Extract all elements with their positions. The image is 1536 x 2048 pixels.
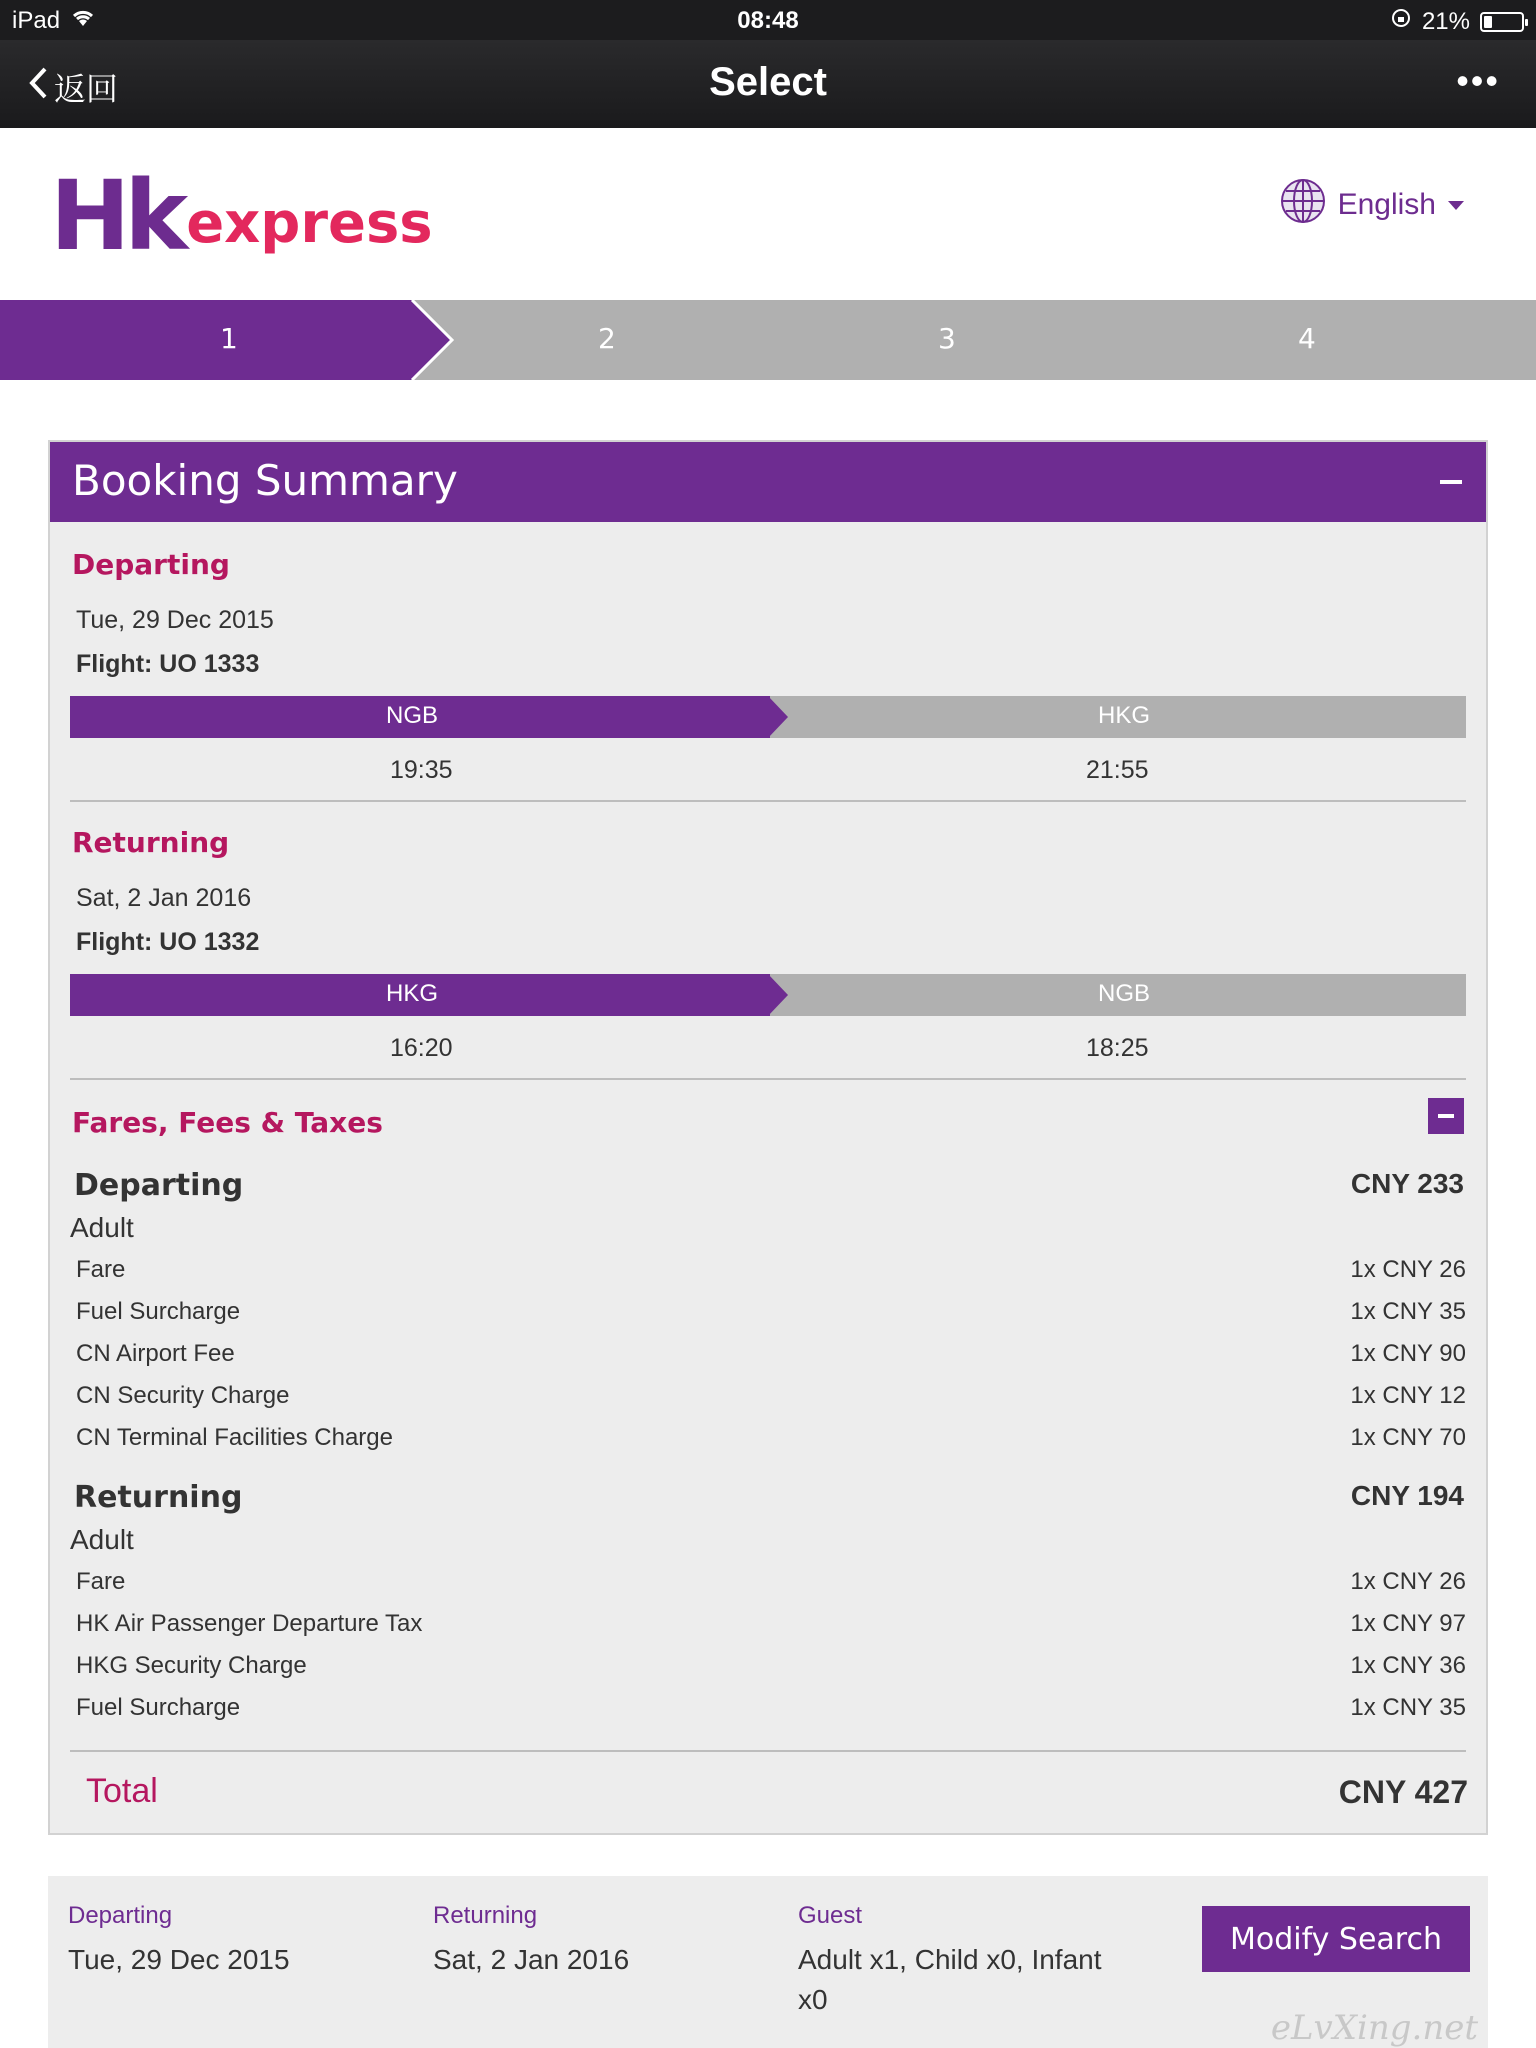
departing-date: Tue, 29 Dec 2015 — [76, 606, 274, 634]
route-arrow — [768, 974, 788, 1016]
divider — [70, 1078, 1466, 1080]
logo-express: express — [186, 191, 433, 256]
booking-summary-panel — [48, 440, 1488, 1835]
fee-amount: 1x CNY 70 — [1350, 1424, 1466, 1451]
fee-row — [76, 1340, 1466, 1368]
departing-arr-time: 21:55 — [1086, 756, 1149, 784]
fees-departing-amount: CNY 233 — [1350, 1168, 1464, 1199]
fees-returning-label: Returning — [74, 1480, 243, 1515]
fee-row — [76, 1694, 1466, 1722]
departing-destination: HKG — [1098, 702, 1151, 729]
fees-collapse-button[interactable] — [1428, 1098, 1464, 1134]
globe-icon — [1280, 178, 1326, 232]
status-right — [1390, 7, 1524, 36]
bottom-guest-value: Adult x1, Child x0, Infant x0 — [798, 1944, 1102, 2015]
bottom-returning-label: Returning — [433, 1902, 538, 1929]
bottom-guest-label: Guest — [798, 1902, 863, 1929]
fees-departing-pax: Adult — [70, 1212, 134, 1243]
fee-name: CN Security Charge — [76, 1382, 290, 1409]
fee-amount: 1x CNY 35 — [1350, 1694, 1466, 1721]
bottom-returning — [433, 1902, 763, 1980]
step-3: 3 — [938, 322, 956, 355]
departing-origin: NGB — [386, 702, 439, 729]
returning-date: Sat, 2 Jan 2016 — [76, 884, 252, 912]
fees-returning-pax: Adult — [70, 1524, 134, 1555]
returning-route-bar — [70, 974, 1466, 1016]
nav-title: Select — [709, 60, 827, 104]
fees-title: Fares, Fees & Taxes — [72, 1106, 383, 1139]
fee-row — [76, 1424, 1466, 1452]
bottom-departing — [68, 1902, 398, 1980]
search-summary-bar — [48, 1876, 1488, 2048]
fee-name: CN Terminal Facilities Charge — [76, 1424, 393, 1451]
returning-title: Returning — [72, 826, 230, 859]
returning-dep-time: 16:20 — [390, 1034, 453, 1062]
language-selector[interactable] — [1280, 178, 1464, 232]
fee-name: Fuel Surcharge — [76, 1298, 241, 1325]
fee-amount: 1x CNY 12 — [1350, 1382, 1466, 1409]
fee-name: HKG Security Charge — [76, 1652, 307, 1679]
step-2: 2 — [598, 322, 616, 355]
fee-row — [76, 1568, 1466, 1596]
nav-bar — [0, 40, 1536, 128]
step-arrow — [410, 300, 454, 380]
caret-down-icon — [1448, 201, 1464, 210]
route-arrow — [768, 696, 788, 738]
minus-icon — [1438, 1114, 1454, 1118]
departing-route-bar — [70, 696, 1466, 738]
fee-amount: 1x CNY 35 — [1350, 1298, 1466, 1325]
fee-amount: 1x CNY 97 — [1350, 1610, 1466, 1637]
fee-amount: 1x CNY 90 — [1350, 1340, 1466, 1367]
status-time: 08:48 — [737, 7, 799, 34]
more-menu-button[interactable]: ••• — [1456, 60, 1500, 101]
fee-row — [76, 1652, 1466, 1680]
departing-dep-time: 19:35 — [390, 756, 453, 784]
step-1: 1 — [220, 322, 238, 355]
returning-flight: Flight: UO 1332 — [76, 928, 260, 956]
battery-percent: 21% — [1421, 7, 1470, 35]
language-label: English — [1337, 188, 1436, 221]
logo-hk: Hk — [50, 160, 183, 272]
fee-name: HK Air Passenger Departure Tax — [76, 1610, 423, 1637]
fee-row — [76, 1256, 1466, 1284]
back-label: 返回 — [54, 71, 119, 107]
fees-departing-label: Departing — [74, 1168, 244, 1203]
bottom-departing-label: Departing — [68, 1902, 173, 1929]
fee-amount: 1x CNY 26 — [1350, 1256, 1466, 1283]
fee-amount: 1x CNY 36 — [1350, 1652, 1466, 1679]
status-bar — [0, 0, 1536, 40]
fee-name: Fuel Surcharge — [76, 1694, 241, 1721]
fee-row — [76, 1298, 1466, 1326]
modify-search-button[interactable]: Modify Search — [1202, 1906, 1470, 1972]
booking-summary-header[interactable] — [50, 442, 1486, 522]
total-amount: CNY 427 — [1338, 1774, 1468, 1810]
departing-flight: Flight: UO 1333 — [76, 650, 260, 678]
departing-title: Departing — [72, 548, 230, 581]
watermark: eLvXing.net — [1270, 2008, 1478, 2048]
total-label: Total — [86, 1772, 158, 1810]
bottom-returning-value: Sat, 2 Jan 2016 — [433, 1944, 630, 1975]
booking-summary-title: Booking Summary — [72, 456, 458, 505]
fees-returning-amount: CNY 194 — [1350, 1480, 1464, 1511]
site-header — [0, 128, 1536, 300]
rotation-lock-icon — [1390, 7, 1412, 36]
step-4: 4 — [1298, 322, 1316, 355]
returning-arr-time: 18:25 — [1086, 1034, 1149, 1062]
bottom-departing-value: Tue, 29 Dec 2015 — [68, 1944, 290, 1975]
returning-origin: HKG — [386, 980, 439, 1007]
step-indicator — [0, 300, 1536, 380]
fee-name: CN Airport Fee — [76, 1340, 235, 1367]
fee-amount: 1x CNY 26 — [1350, 1568, 1466, 1595]
fee-row — [76, 1382, 1466, 1410]
device-name: iPad — [12, 7, 61, 34]
step-active-bg — [0, 300, 412, 380]
bottom-guest — [798, 1902, 1128, 2020]
fee-name: Fare — [76, 1568, 126, 1595]
divider — [70, 800, 1466, 802]
fee-name: Fare — [76, 1256, 126, 1283]
fee-row — [76, 1610, 1466, 1638]
hkexpress-logo[interactable] — [50, 160, 433, 272]
battery-icon — [1480, 12, 1524, 32]
collapse-icon[interactable] — [1440, 480, 1462, 484]
divider — [70, 1750, 1466, 1752]
returning-destination: NGB — [1098, 980, 1151, 1007]
